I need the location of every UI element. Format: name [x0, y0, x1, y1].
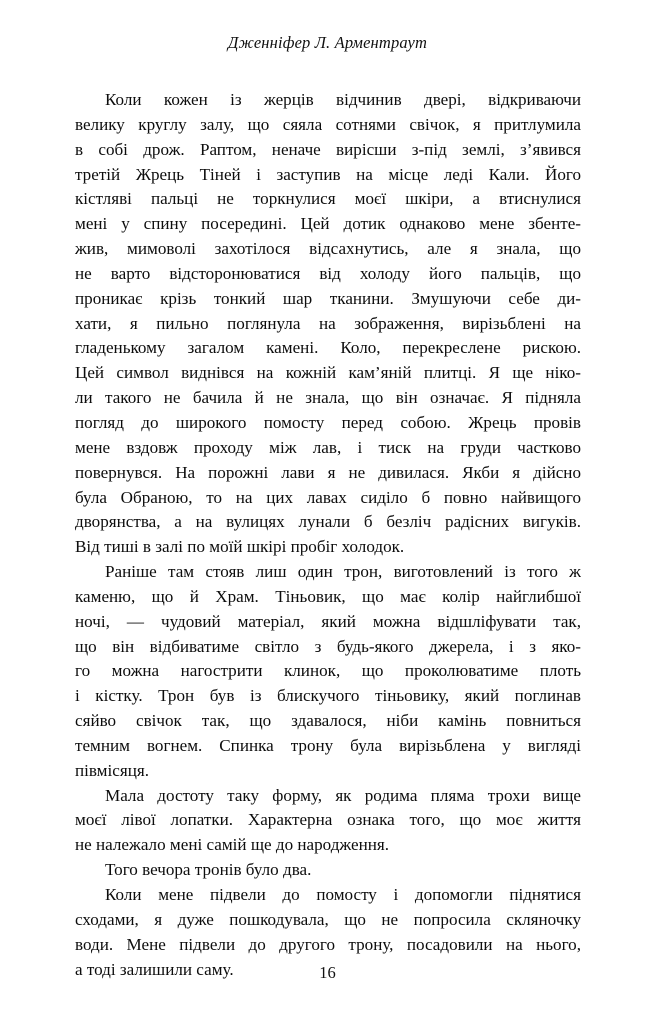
text-line: ли такого не бачила й не знала, що він означає. Я підняла [75, 388, 581, 408]
text-line: півмісяця. [75, 760, 149, 780]
running-head: Дженніфер Л. Арментраут [227, 33, 428, 52]
paragraph [75, 560, 581, 784]
text-line: в собі дрож. Раптом, неначе вирісши з-під землі, з’явився [75, 139, 581, 159]
page-number: 16 [319, 963, 336, 982]
text-line: води. Мене підвели до другого трону, посадовили на нього, [75, 934, 581, 954]
text-line: го можна нагострити клинок, що проколюватиме плоть [75, 661, 581, 681]
text-line: Від тиші в залі по моїй шкірі пробіг холодок. [75, 537, 405, 557]
text-line: хати, я пильно поглянула на зображення, вирізьблені на [75, 313, 581, 333]
text-line: кістляві пальці не торкнулися моєї шкіри, а втиснулися [75, 189, 581, 209]
text-line: сходами, я дуже пошкодувала, що не попросила скляночку [75, 909, 581, 929]
text-line: Мала достоту таку форму, як родима пляма трохи вище [105, 785, 581, 805]
text-line: велику круглу залу, що сяяла сотнями свічок, я притлумила [75, 114, 581, 134]
text-line: моєї лівої лопатки. Характерна ознака того, що моє життя [75, 810, 581, 830]
paragraph [75, 858, 581, 883]
text-line: темним вогнем. Спинка трону була вирізьблена у вигляді [75, 735, 581, 755]
text-line: не належало мені самій ще до народження. [75, 835, 390, 855]
text-line: Цей символ виднівся на кожній кам’яній плитці. Я ще ніко- [75, 363, 581, 383]
text-line: сяйво свічок так, що здавалося, ніби камінь повниться [75, 711, 581, 731]
text-line: Того вечора тронів було два. [105, 860, 312, 880]
text-line: жив, мимоволі захотілося відсахнутись, але я знала, що [75, 239, 581, 259]
text-line: і кістку. Трон був із блискучого тіньовику, який поглинав [75, 686, 581, 706]
text-line: Коли мене підвели до помосту і допомогли піднятися [105, 885, 581, 904]
body-text-block [75, 88, 581, 982]
text-line: не варто відсторонюватися від холоду його пальців, що [75, 263, 581, 283]
paragraph [75, 784, 581, 859]
paragraph [75, 88, 581, 560]
text-line: а тоді залишили саму. [75, 959, 234, 979]
text-line: мені у спину посередині. Цей дотик однаково мене збенте- [75, 214, 581, 234]
text-line: що він відбиватиме світло з будь-якого джерела, і з яко- [75, 636, 581, 656]
text-line: мене вздовж проходу між лав, і тиск на груди частково [75, 437, 581, 457]
text-line: ночі, — чудовий матеріал, який можна відшліфувати так, [75, 611, 581, 631]
text-line: дворянства, а на вулицях лунали б безліч радісних вигуків. [75, 512, 581, 532]
text-line: каменю, що й Храм. Тіньовик, що має колір найглибшої [75, 586, 581, 606]
text-line: Раніше там стояв лиш один трон, виготовлений із того ж [105, 562, 581, 582]
text-line: гладенькому загалом камені. Коло, перекреслене рискою. [75, 338, 581, 358]
text-line: повернувся. На порожні лави я не дивилася. Якби я дійсно [75, 462, 581, 482]
text-line: третій Жрець Тіней і заступив на місце леді Кали. Його [75, 164, 581, 184]
text-line: була Обраною, то на цих лавах сиділо б повно найвищого [75, 487, 581, 507]
text-line: Коли кожен із жерців відчинив двері, відкриваючи [105, 90, 581, 109]
text-line: проникає крізь тонкий шар тканини. Змушуючи себе ди- [75, 288, 581, 308]
text-line: погляд до широкого помосту перед собою. Жрець провів [75, 412, 581, 432]
